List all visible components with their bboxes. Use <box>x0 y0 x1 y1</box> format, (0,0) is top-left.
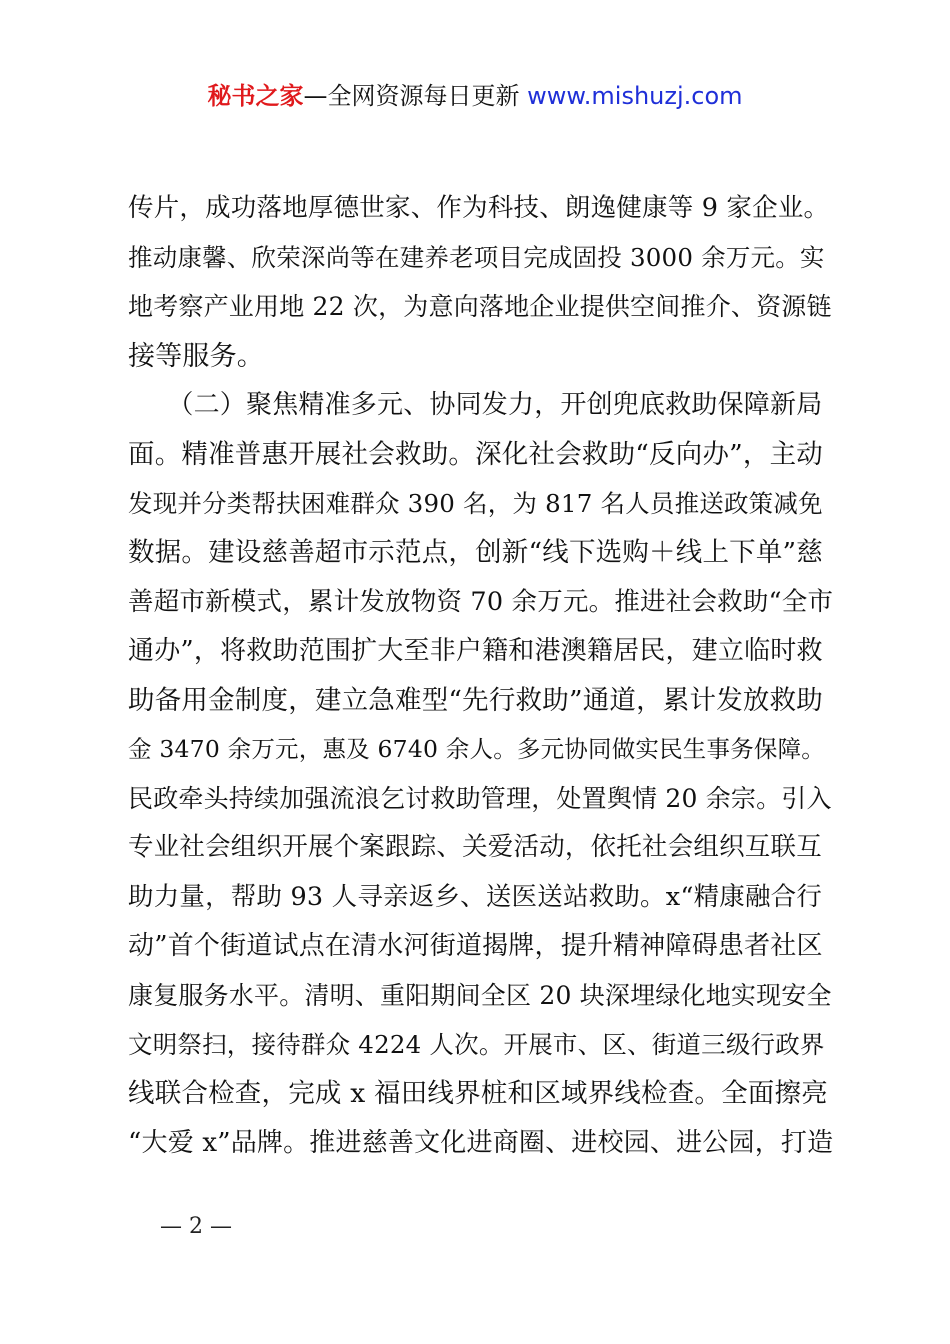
text-line: 动”首个街道试点在清水河街道揭牌，提升精神障碍患者社区 <box>128 930 823 961</box>
text-line: 助备用金制度，建立急难型“先行救助”通道，累计发放救助 <box>128 684 823 716</box>
text-line: 助力量，帮助 93 人寻亲返乡、送医送站救助。x“精康融合行 <box>128 881 823 912</box>
text-line: “大爱 x”品牌。推进慈善文化进商圈、进校园、进公园，打造 <box>128 1127 834 1158</box>
text-line: 发现并分类帮扶困难群众 390 名，为 817 名人员推送政策减免 <box>128 489 823 519</box>
document-body <box>128 184 834 1168</box>
text-line: 金 3470 余万元，惠及 6740 余人。多元协同做实民生事务保障。 <box>128 735 825 764</box>
text-line: 接等服务。 <box>128 340 264 372</box>
text-line: 康复服务水平。清明、重阳期间全区 20 块深埋绿化地实现安全 <box>128 981 832 1010</box>
text-line: 线联合检查，完成 x 福田线界桩和区域界线检查。全面擦亮 <box>128 1078 828 1110</box>
page-number: — 2 — <box>160 1214 232 1239</box>
website-link[interactable]: www.mishuzj.com <box>527 82 743 110</box>
text-line: 善超市新模式，累计发放物资 70 余万元。推进社会救助“全市 <box>128 586 834 617</box>
text-line: 推动康馨、欣荣深尚等在建养老项目完成固投 3000 余万元。实 <box>128 243 825 273</box>
page-header <box>0 80 950 112</box>
text-line: 文明祭扫，接待群众 4224 人次。开展市、区、街道三级行政界 <box>128 1030 825 1060</box>
text-line: 地考察产业用地 22 次，为意向落地企业提供空间推介、资源链 <box>128 292 832 322</box>
header-slogan: —全网资源每日更新 <box>303 82 528 110</box>
text-line: 通办”，将救助范围扩大至非户籍和港澳籍居民，建立临时救 <box>128 635 823 666</box>
section-heading-line: （二）聚焦精准多元、协同发力，开创兜底救助保障新局 <box>128 389 823 420</box>
text-line: 民政牵头持续加强流浪乞讨救助管理，处置舆情 20 余宗。引入 <box>128 784 832 814</box>
text-line: 传片，成功落地厚德世家、作为科技、朗逸健康等 9 家企业。 <box>128 193 830 223</box>
text-line: 专业社会组织开展个案跟踪、关爱活动，依托社会组织互联互 <box>128 832 822 863</box>
text-line: 面。精准普惠开展社会救助。深化社会救助“反向办”，主动 <box>128 438 823 470</box>
brand-name: 秘书之家 <box>207 82 304 110</box>
text-line: 数据。建设慈善超市示范点，创新“线下选购＋线上下单”慈 <box>128 537 823 569</box>
